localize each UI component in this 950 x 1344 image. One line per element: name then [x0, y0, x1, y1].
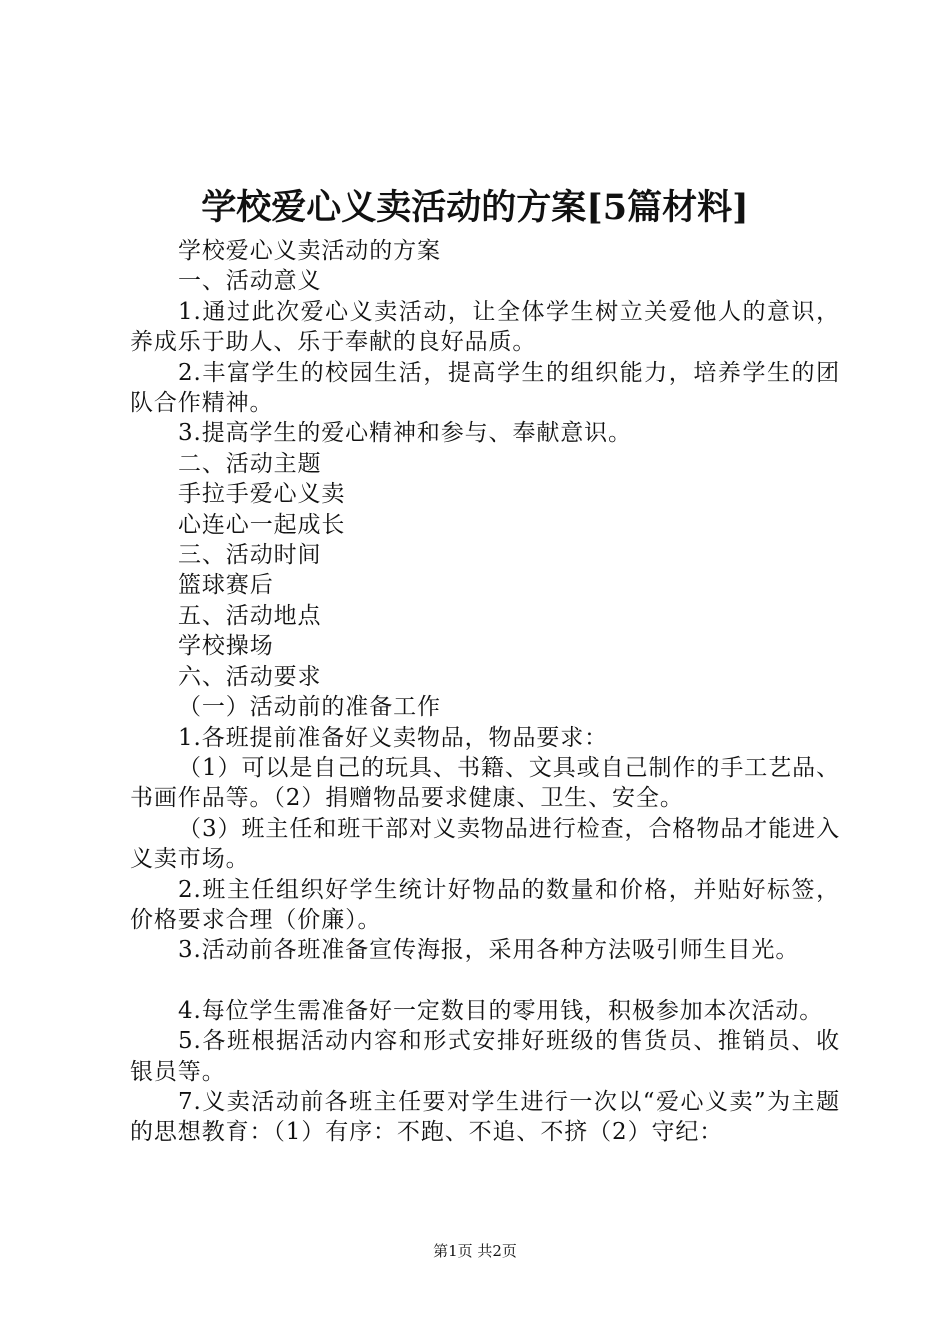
paragraph: 1.各班提前准备好义卖物品，物品要求：: [178, 724, 609, 751]
section-heading: 一、活动意义: [178, 268, 322, 295]
section-heading: 六、活动要求: [178, 663, 322, 690]
section-heading: 三、活动时间: [178, 542, 322, 569]
paragraph: 篮球赛后: [178, 572, 274, 599]
paragraph: 心连心一起成长: [178, 511, 346, 538]
paragraph: 2.班主任组织好学生统计好物品的数量和价格，并贴好标签，价格要求合理（价廉）。: [130, 876, 840, 933]
paragraph: 3.活动前各班准备宣传海报，采用各种方法吸引师生目光。: [178, 937, 800, 964]
paragraph: （1）可以是自己的玩具、书籍、文具或自己制作的手工艺品、书画作品等。（2）捐赠物品要求健康、卫生、安全。: [130, 754, 840, 812]
document-body: [130, 236, 840, 1148]
paragraph: 3.提高学生的爱心精神和参与、奉献意识。: [178, 420, 632, 447]
paragraph: 7.义卖活动前各班主任要对学生进行一次以“爱心义卖”为主题的思想教育：（1）有序：不跑、不追、不挤（2）守纪：: [130, 1088, 840, 1146]
document-title: 学校爱心义卖活动的方案[5篇材料]: [201, 187, 749, 228]
paragraph: 2.丰富学生的校园生活，提高学生的组织能力，培养学生的团队合作精神。: [130, 359, 840, 417]
paragraph: 1.通过此次爱心义卖活动，让全体学生树立关爱他人的意识，养成乐于助人、乐于奉献的良好品质。: [130, 298, 840, 356]
paragraph: 学校操场: [178, 633, 274, 660]
paragraph: 学校爱心义卖活动的方案: [178, 238, 441, 264]
subsection-heading: （一）活动前的准备工作: [178, 694, 441, 721]
paragraph: 手拉手爱心义卖: [178, 481, 346, 508]
page-footer: 第1页 共2页: [433, 1242, 517, 1260]
paragraph: （3）班主任和班干部对义卖物品进行检查，合格物品才能进入义卖市场。: [130, 815, 840, 873]
paragraph: 5.各班根据活动内容和形式安排好班级的售货员、推销员、收银员等。: [130, 1028, 840, 1085]
paragraph: 4.每位学生需准备好一定数目的零用钱，积极参加本次活动。: [178, 997, 824, 1024]
section-heading: 五、活动地点: [178, 602, 322, 629]
section-heading: 二、活动主题: [178, 450, 322, 477]
